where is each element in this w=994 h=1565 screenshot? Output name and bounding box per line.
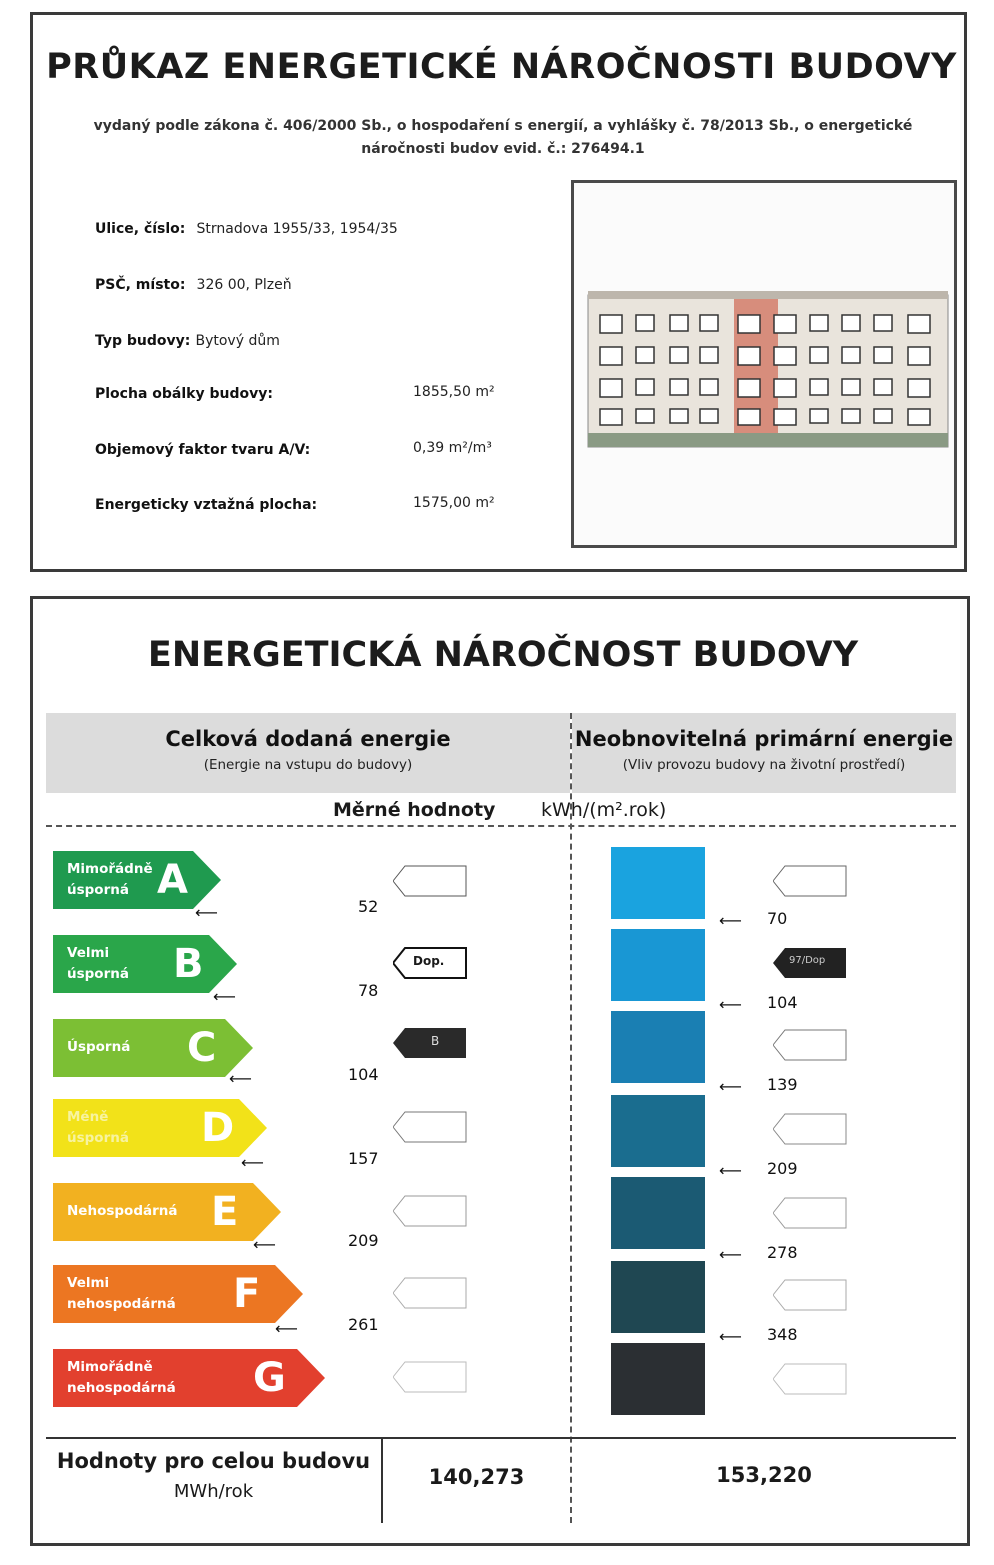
energy-area-label: Energeticky vztažná plocha: xyxy=(95,497,318,513)
building-illustration xyxy=(574,183,954,545)
left-arrow-4: ⟵ xyxy=(241,1153,264,1172)
factor-value: 0,39 m²/m³ xyxy=(413,440,492,456)
class-e xyxy=(53,1183,281,1241)
right-tag-d xyxy=(773,1113,847,1145)
left-threshold-4: 157 xyxy=(348,1149,379,1168)
unit-label: kWh/(m².rok) xyxy=(541,799,667,821)
left-tag-dop-text: Dop. xyxy=(413,954,445,968)
totals-label: Hodnoty pro celou budovu xyxy=(56,1449,371,1473)
left-arrow-5: ⟵ xyxy=(253,1235,276,1254)
column-divider xyxy=(570,713,572,1523)
left-tag-dop xyxy=(393,947,467,979)
legal-subtitle xyxy=(93,115,913,161)
left-tag-actual-shape xyxy=(393,1027,467,1059)
right-column-header xyxy=(572,713,956,793)
class-a-letter: A xyxy=(157,857,188,903)
right-threshold-5: 278 xyxy=(767,1243,798,1262)
class-g-letter: G xyxy=(253,1355,286,1401)
left-arrow-1: ⟵ xyxy=(195,903,218,922)
class-c xyxy=(53,1019,253,1077)
class-c-letter: C xyxy=(187,1025,217,1071)
type-value: Bytový dům xyxy=(195,333,280,349)
total-primary-energy: 153,220 xyxy=(716,1463,812,1487)
class-e-label: Nehospodárná xyxy=(67,1203,178,1219)
measure-label: Měrné hodnoty xyxy=(333,799,496,821)
left-tag-actual xyxy=(393,1027,467,1059)
class-g xyxy=(53,1349,325,1407)
class-b-letter: B xyxy=(173,941,204,987)
right-arrow-6: ⟵ xyxy=(719,1327,742,1346)
class-g-label: Mimořádně nehospodárná xyxy=(67,1359,176,1396)
street-row xyxy=(95,218,398,237)
left-column-subtitle: (Energie na vstupu do budovy) xyxy=(203,757,413,773)
right-tag-e xyxy=(773,1197,847,1229)
class-a xyxy=(53,851,221,909)
rating-title: ENERGETICKÁ NÁROČNOST BUDOVY xyxy=(147,635,859,675)
right-bar-b xyxy=(611,929,705,1001)
right-tag-f xyxy=(773,1279,847,1311)
left-arrow-3: ⟵ xyxy=(229,1069,252,1088)
right-arrow-5: ⟵ xyxy=(719,1245,742,1264)
left-arrow-6: ⟵ xyxy=(275,1319,298,1338)
left-threshold-5: 209 xyxy=(348,1231,379,1250)
left-tag-g xyxy=(393,1361,467,1393)
area-label: Plocha obálky budovy: xyxy=(95,386,273,402)
class-b xyxy=(53,935,237,993)
right-tag-c xyxy=(773,1029,847,1061)
right-arrow-4: ⟵ xyxy=(719,1161,742,1180)
right-threshold-4: 209 xyxy=(767,1159,798,1178)
right-column-subtitle: (Vliv provozu budovy na životní prostředí) xyxy=(622,757,906,773)
page-title: PRŮKAZ ENERGETICKÉ NÁROČNOSTI BUDOVY xyxy=(46,47,957,87)
left-column-title: Celková dodaná energie xyxy=(165,727,451,751)
type-row xyxy=(95,330,280,349)
right-tag-actual-text: 97/Dop xyxy=(789,955,826,966)
certificate-header-panel xyxy=(30,12,967,572)
left-column-header xyxy=(46,713,570,793)
type-label: Typ budovy: xyxy=(95,333,191,349)
left-threshold-6: 261 xyxy=(348,1315,379,1334)
right-bar-c xyxy=(611,1011,705,1083)
left-tag-e xyxy=(393,1195,467,1227)
right-threshold-1: 70 xyxy=(767,909,788,928)
header-divider xyxy=(46,825,956,827)
right-threshold-6: 348 xyxy=(767,1325,798,1344)
right-arrow-2: ⟵ xyxy=(719,995,742,1014)
class-f-label: Velmi nehospodárná xyxy=(67,1275,176,1312)
right-tag-g xyxy=(773,1363,847,1395)
class-b-label: Velmi úsporná xyxy=(67,945,129,982)
class-d-letter: D xyxy=(201,1105,235,1151)
right-threshold-2: 104 xyxy=(767,993,798,1012)
class-f-letter: F xyxy=(233,1271,261,1317)
right-tag-a xyxy=(773,865,847,897)
right-threshold-3: 139 xyxy=(767,1075,798,1094)
subtitle-line-2: náročnosti budov evid. č.: 276494.1 xyxy=(361,141,645,157)
class-f xyxy=(53,1265,303,1323)
factor-label: Objemový faktor tvaru A/V: xyxy=(95,442,311,458)
city-value: 326 00, Plzeň xyxy=(196,277,292,293)
left-threshold-1: 52 xyxy=(358,897,379,916)
right-bar-e xyxy=(611,1177,705,1249)
right-bar-g xyxy=(611,1343,705,1415)
city-row xyxy=(95,274,292,293)
right-arrow-3: ⟵ xyxy=(719,1077,742,1096)
building-photo xyxy=(571,180,957,548)
left-tag-actual-text: B xyxy=(431,1034,440,1048)
left-threshold-3: 104 xyxy=(348,1065,379,1084)
right-bar-d xyxy=(611,1095,705,1167)
left-tag-d xyxy=(393,1111,467,1143)
left-tag-a xyxy=(393,865,467,897)
right-bar-f xyxy=(611,1261,705,1333)
class-c-label: Úsporná xyxy=(67,1039,131,1055)
total-delivered-energy: 140,273 xyxy=(428,1465,525,1489)
totals-label-cell xyxy=(46,1449,381,1502)
street-label: Ulice, číslo: xyxy=(95,221,186,237)
class-e-letter: E xyxy=(211,1189,239,1235)
class-d xyxy=(53,1099,267,1157)
class-a-label: Mimořádně úsporná xyxy=(67,861,153,898)
right-column-title: Neobnovitelná primární energie xyxy=(574,727,954,751)
right-bar-a xyxy=(611,847,705,919)
left-tag-f xyxy=(393,1277,467,1309)
right-arrow-1: ⟵ xyxy=(719,911,742,930)
totals-unit: MWh/rok xyxy=(173,1481,254,1502)
street-value: Strnadova 1955/33, 1954/35 xyxy=(196,221,398,237)
subtitle-line-1: vydaný podle zákona č. 406/2000 Sb., o hospodaření s energií, a vyhlášky č. 78/2013 Sb., o energetické xyxy=(93,118,913,134)
left-arrow-2: ⟵ xyxy=(213,987,236,1006)
energy-area-value: 1575,00 m² xyxy=(413,495,495,511)
city-label: PSČ, místo: xyxy=(95,277,186,293)
energy-rating-panel xyxy=(30,596,970,1546)
class-d-label: Méně úsporná xyxy=(67,1109,129,1146)
left-threshold-2: 78 xyxy=(358,981,379,1000)
area-value: 1855,50 m² xyxy=(413,384,495,400)
right-tag-actual xyxy=(773,947,847,979)
